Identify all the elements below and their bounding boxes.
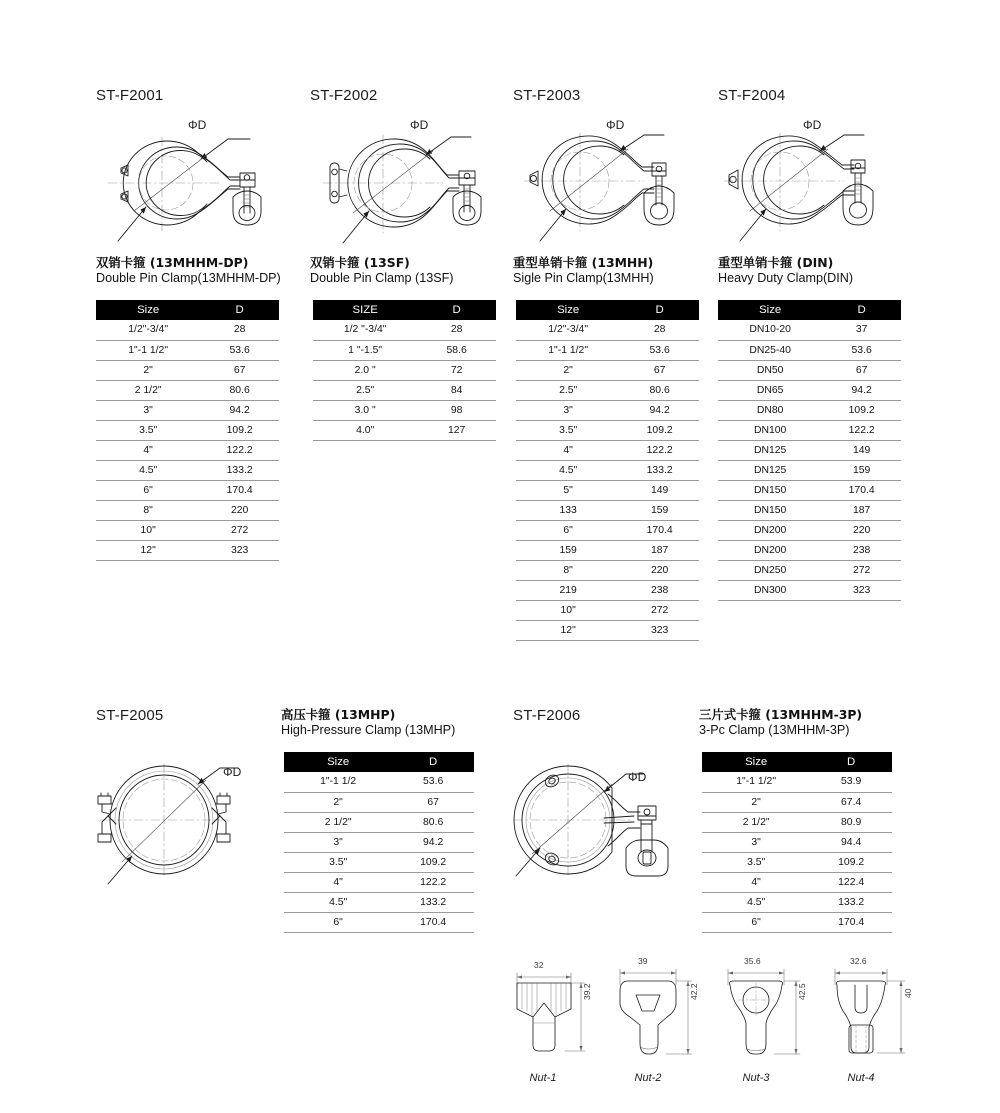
cell-size: 3.5" bbox=[96, 420, 200, 440]
cell-size: 1/2"-3/4" bbox=[516, 320, 620, 340]
table-row bbox=[702, 772, 892, 792]
cell-size: DN125 bbox=[718, 440, 822, 460]
cell-d: 323 bbox=[200, 540, 279, 560]
caption-en: 3-Pc Clamp (13MHHM-3P) bbox=[699, 722, 850, 737]
cell-size: 2.5" bbox=[516, 380, 620, 400]
table-row bbox=[702, 912, 892, 932]
cell-d: 272 bbox=[822, 560, 901, 580]
product-caption-st-f2002 bbox=[310, 255, 454, 286]
table-row bbox=[516, 420, 699, 440]
cell-size: 4.5" bbox=[702, 892, 810, 912]
cell-d: 98 bbox=[417, 400, 496, 420]
cell-size: 2" bbox=[96, 360, 200, 380]
table-row bbox=[718, 560, 901, 580]
cell-d: 80.9 bbox=[810, 812, 892, 832]
nut-figure-4 bbox=[825, 955, 920, 1084]
table-row bbox=[718, 480, 901, 500]
spec-table-st-f2001 bbox=[96, 300, 279, 561]
cell-d: 323 bbox=[620, 620, 699, 640]
cell-size: 2 1/2" bbox=[284, 812, 392, 832]
cell-d: 28 bbox=[200, 320, 279, 340]
cell-d: 109.2 bbox=[810, 852, 892, 872]
cell-d: 53.6 bbox=[392, 772, 474, 792]
table-row bbox=[718, 440, 901, 460]
table-row bbox=[516, 440, 699, 460]
table-row bbox=[516, 460, 699, 480]
cell-size: 6" bbox=[516, 520, 620, 540]
nut-height-dim-3: 42.5 bbox=[797, 983, 807, 1000]
phi-d-label-2: ΦD bbox=[410, 118, 429, 132]
table-row bbox=[96, 340, 279, 360]
cell-size: 1 "-1.5" bbox=[313, 340, 417, 360]
cell-d: 170.4 bbox=[392, 912, 474, 932]
cell-size: 1/2 "-3/4" bbox=[313, 320, 417, 340]
cell-d: 67 bbox=[200, 360, 279, 380]
table-row bbox=[516, 400, 699, 420]
nut-width-dim-1: 32 bbox=[534, 960, 544, 970]
cell-size: 6" bbox=[284, 912, 392, 932]
table-row bbox=[718, 340, 901, 360]
cell-size: 3" bbox=[702, 832, 810, 852]
cell-size: DN300 bbox=[718, 580, 822, 600]
table-row bbox=[718, 380, 901, 400]
cell-size: DN200 bbox=[718, 540, 822, 560]
caption-en: Double Pin Clamp (13SF) bbox=[310, 270, 454, 285]
cell-size: 2" bbox=[284, 792, 392, 812]
cell-d: 149 bbox=[620, 480, 699, 500]
table-row bbox=[284, 852, 474, 872]
table-row bbox=[313, 380, 496, 400]
table-row bbox=[284, 872, 474, 892]
cell-d: 187 bbox=[822, 500, 901, 520]
caption-cn: 高压卡箍 (13MHP) bbox=[281, 707, 396, 722]
cell-size: 10" bbox=[96, 520, 200, 540]
cell-size: 6" bbox=[96, 480, 200, 500]
cell-size: 1"-1 1/2" bbox=[516, 340, 620, 360]
table-row bbox=[718, 420, 901, 440]
product-code-st-f2006: ST-F2006 bbox=[513, 707, 581, 724]
table-row bbox=[718, 540, 901, 560]
nut-figure-2 bbox=[610, 955, 705, 1084]
cell-d: 80.6 bbox=[200, 380, 279, 400]
cell-d: 80.6 bbox=[392, 812, 474, 832]
spec-table-st-f2005 bbox=[284, 752, 474, 933]
caption-en: Sigle Pin Clamp(13MHH) bbox=[513, 270, 654, 285]
cell-d: 149 bbox=[822, 440, 901, 460]
nut-width-dim-2: 39 bbox=[638, 956, 648, 966]
table-row bbox=[96, 440, 279, 460]
cell-size: DN50 bbox=[718, 360, 822, 380]
table-row bbox=[516, 480, 699, 500]
cell-size: DN200 bbox=[718, 520, 822, 540]
cell-size: 6" bbox=[702, 912, 810, 932]
cell-d: 170.4 bbox=[822, 480, 901, 500]
nut-figure-3 bbox=[718, 955, 813, 1084]
cell-d: 80.6 bbox=[620, 380, 699, 400]
table-row bbox=[96, 320, 279, 340]
column-header-d: D bbox=[620, 300, 699, 320]
table-row bbox=[702, 892, 892, 912]
spec-table-st-f2004 bbox=[718, 300, 901, 601]
table-row bbox=[313, 420, 496, 440]
table-row bbox=[96, 540, 279, 560]
product-caption-st-f2005 bbox=[281, 707, 455, 738]
cell-size: 4.5" bbox=[284, 892, 392, 912]
cell-d: 170.4 bbox=[620, 520, 699, 540]
table-row bbox=[516, 580, 699, 600]
cell-d: 109.2 bbox=[620, 420, 699, 440]
column-header-d: D bbox=[392, 752, 474, 772]
cell-d: 133.2 bbox=[810, 892, 892, 912]
cell-d: 238 bbox=[822, 540, 901, 560]
cell-size: 2.0 " bbox=[313, 360, 417, 380]
cell-d: 122.2 bbox=[620, 440, 699, 460]
table-row bbox=[718, 500, 901, 520]
cell-size: 2 1/2" bbox=[96, 380, 200, 400]
column-header-d: D bbox=[810, 752, 892, 772]
cell-size: 12" bbox=[96, 540, 200, 560]
cell-size: DN150 bbox=[718, 480, 822, 500]
clamp-drawing-heavy-duty-din bbox=[718, 115, 913, 250]
cell-size: 4.5" bbox=[96, 460, 200, 480]
product-code-st-f2004: ST-F2004 bbox=[718, 87, 786, 104]
table-row bbox=[516, 380, 699, 400]
table-row bbox=[516, 520, 699, 540]
caption-en: Double Pin Clamp(13MHHM-DP) bbox=[96, 270, 281, 285]
cell-size: 8" bbox=[516, 560, 620, 580]
table-row bbox=[516, 500, 699, 520]
spec-table-body-1 bbox=[96, 320, 279, 560]
cell-d: 133.2 bbox=[620, 460, 699, 480]
caption-en: Heavy Duty Clamp(DIN) bbox=[718, 270, 854, 285]
cell-size: 4" bbox=[516, 440, 620, 460]
cell-d: 122.2 bbox=[200, 440, 279, 460]
cell-d: 122.2 bbox=[822, 420, 901, 440]
cell-d: 170.4 bbox=[200, 480, 279, 500]
table-row bbox=[313, 340, 496, 360]
nut-width-dim-3: 35.6 bbox=[744, 956, 761, 966]
cell-d: 238 bbox=[620, 580, 699, 600]
table-row bbox=[284, 812, 474, 832]
table-row bbox=[284, 792, 474, 812]
nut-width-dim-4: 32.6 bbox=[850, 956, 867, 966]
cell-size: 2" bbox=[702, 792, 810, 812]
cell-size: 4.0" bbox=[313, 420, 417, 440]
nut-label-3: Nut-3 bbox=[742, 1072, 770, 1084]
clamp-drawing-double-pin-sf bbox=[313, 115, 508, 250]
cell-size: DN250 bbox=[718, 560, 822, 580]
cell-size: 133 bbox=[516, 500, 620, 520]
table-row bbox=[718, 520, 901, 540]
spec-table-st-f2006 bbox=[702, 752, 892, 933]
caption-cn: 三片式卡箍 (13MHHM-3P) bbox=[699, 707, 863, 722]
cell-d: 94.2 bbox=[822, 380, 901, 400]
table-row bbox=[702, 792, 892, 812]
cell-d: 127 bbox=[417, 420, 496, 440]
table-row bbox=[96, 520, 279, 540]
cell-size: 4" bbox=[96, 440, 200, 460]
caption-cn: 双销卡箍 (13SF) bbox=[310, 255, 410, 270]
cell-size: 3" bbox=[284, 832, 392, 852]
phi-d-label-5: ΦD bbox=[223, 765, 242, 779]
table-row bbox=[702, 812, 892, 832]
table-row bbox=[96, 400, 279, 420]
cell-size: 159 bbox=[516, 540, 620, 560]
spec-table-body-2 bbox=[313, 320, 496, 440]
cell-d: 37 bbox=[822, 320, 901, 340]
cell-d: 323 bbox=[822, 580, 901, 600]
table-row bbox=[96, 480, 279, 500]
cell-d: 187 bbox=[620, 540, 699, 560]
column-header-size: Size bbox=[96, 300, 200, 320]
cell-d: 53.6 bbox=[620, 340, 699, 360]
cell-size: 12" bbox=[516, 620, 620, 640]
table-row bbox=[284, 912, 474, 932]
cell-d: 28 bbox=[417, 320, 496, 340]
table-row bbox=[284, 892, 474, 912]
cell-size: 3.5" bbox=[516, 420, 620, 440]
cell-size: 3.5" bbox=[702, 852, 810, 872]
clamp-drawing-three-piece bbox=[508, 748, 693, 893]
cell-d: 133.2 bbox=[200, 460, 279, 480]
phi-d-label-6: ΦD bbox=[628, 770, 647, 784]
table-row bbox=[718, 400, 901, 420]
product-code-st-f2003: ST-F2003 bbox=[513, 87, 581, 104]
nut-label-1: Nut-1 bbox=[529, 1072, 557, 1084]
cell-size: 1"-1 1/2 bbox=[284, 772, 392, 792]
spec-table-body-3 bbox=[516, 320, 699, 640]
cell-d: 109.2 bbox=[822, 400, 901, 420]
phi-d-label-3: ΦD bbox=[606, 118, 625, 132]
spec-table-body-5 bbox=[284, 772, 474, 932]
table-row bbox=[516, 620, 699, 640]
cell-size: 2.5" bbox=[313, 380, 417, 400]
cell-d: 122.2 bbox=[392, 872, 474, 892]
table-row bbox=[516, 600, 699, 620]
spec-table-st-f2003 bbox=[516, 300, 699, 641]
table-row bbox=[702, 852, 892, 872]
cell-size: 3" bbox=[96, 400, 200, 420]
cell-d: 272 bbox=[620, 600, 699, 620]
cell-d: 94.2 bbox=[620, 400, 699, 420]
caption-cn: 重型单销卡箍 (13MHH) bbox=[513, 255, 654, 270]
product-code-st-f2005: ST-F2005 bbox=[96, 707, 164, 724]
cell-size: DN125 bbox=[718, 460, 822, 480]
product-code-st-f2001: ST-F2001 bbox=[96, 87, 164, 104]
table-row bbox=[313, 320, 496, 340]
clamp-drawing-single-pin bbox=[516, 115, 711, 250]
cell-d: 133.2 bbox=[392, 892, 474, 912]
table-row bbox=[96, 460, 279, 480]
cell-size: 2" bbox=[516, 360, 620, 380]
cell-d: 94.4 bbox=[810, 832, 892, 852]
cell-d: 159 bbox=[822, 460, 901, 480]
nut-height-dim-1: 39.2 bbox=[582, 983, 592, 1000]
cell-size: DN150 bbox=[718, 500, 822, 520]
cell-size: 3.0 " bbox=[313, 400, 417, 420]
nut-label-4: Nut-4 bbox=[847, 1072, 875, 1084]
nut-height-dim-4: 40 bbox=[903, 988, 913, 998]
cell-size: DN100 bbox=[718, 420, 822, 440]
cell-d: 220 bbox=[822, 520, 901, 540]
cell-d: 67 bbox=[392, 792, 474, 812]
cell-size: 8" bbox=[96, 500, 200, 520]
cell-d: 109.2 bbox=[392, 852, 474, 872]
nut-figure-1 bbox=[503, 955, 598, 1084]
product-caption-st-f2004 bbox=[718, 255, 853, 286]
nut-label-2: Nut-2 bbox=[634, 1072, 662, 1084]
cell-size: 2 1/2" bbox=[702, 812, 810, 832]
product-caption-st-f2001 bbox=[96, 255, 281, 286]
table-row bbox=[96, 500, 279, 520]
clamp-drawing-double-pin-dp bbox=[100, 115, 295, 250]
nut-height-dim-2: 42.2 bbox=[689, 983, 699, 1000]
cell-d: 53.6 bbox=[822, 340, 901, 360]
table-row bbox=[284, 772, 474, 792]
cell-size: 1"-1 1/2" bbox=[96, 340, 200, 360]
cell-d: 53.9 bbox=[810, 772, 892, 792]
cell-d: 67 bbox=[620, 360, 699, 380]
spec-table-body-4 bbox=[718, 320, 901, 600]
phi-d-label-1: ΦD bbox=[188, 118, 207, 132]
cell-d: 58.6 bbox=[417, 340, 496, 360]
cell-size: 5" bbox=[516, 480, 620, 500]
cell-d: 28 bbox=[620, 320, 699, 340]
cell-size: 10" bbox=[516, 600, 620, 620]
cell-size: 1"-1 1/2" bbox=[702, 772, 810, 792]
column-header-d: D bbox=[200, 300, 279, 320]
cell-size: DN10-20 bbox=[718, 320, 822, 340]
cell-d: 122.4 bbox=[810, 872, 892, 892]
product-caption-st-f2003 bbox=[513, 255, 654, 286]
column-header-size: Size bbox=[702, 752, 810, 772]
table-row bbox=[718, 580, 901, 600]
spec-table-st-f2002 bbox=[313, 300, 496, 441]
table-row bbox=[702, 872, 892, 892]
cell-d: 272 bbox=[200, 520, 279, 540]
cell-d: 220 bbox=[200, 500, 279, 520]
cell-size: DN80 bbox=[718, 400, 822, 420]
cell-size: 4" bbox=[702, 872, 810, 892]
cell-size: 3.5" bbox=[284, 852, 392, 872]
cell-d: 67 bbox=[822, 360, 901, 380]
column-header-size: Size bbox=[718, 300, 822, 320]
cell-d: 94.2 bbox=[392, 832, 474, 852]
cell-size: 4.5" bbox=[516, 460, 620, 480]
table-row bbox=[284, 832, 474, 852]
table-row bbox=[516, 320, 699, 340]
table-row bbox=[313, 360, 496, 380]
cell-size: 1/2"-3/4" bbox=[96, 320, 200, 340]
column-header-size: SIZE bbox=[313, 300, 417, 320]
product-code-st-f2002: ST-F2002 bbox=[310, 87, 378, 104]
table-row bbox=[516, 340, 699, 360]
table-row bbox=[516, 360, 699, 380]
spec-table-body-6 bbox=[702, 772, 892, 932]
column-header-d: D bbox=[417, 300, 496, 320]
cell-size: 219 bbox=[516, 580, 620, 600]
cell-size: DN65 bbox=[718, 380, 822, 400]
column-header-size: Size bbox=[284, 752, 392, 772]
cell-d: 84 bbox=[417, 380, 496, 400]
cell-d: 53.6 bbox=[200, 340, 279, 360]
cell-d: 109.2 bbox=[200, 420, 279, 440]
table-row bbox=[718, 360, 901, 380]
cell-size: DN25-40 bbox=[718, 340, 822, 360]
column-header-size: Size bbox=[516, 300, 620, 320]
table-row bbox=[718, 320, 901, 340]
cell-d: 170.4 bbox=[810, 912, 892, 932]
column-header-d: D bbox=[822, 300, 901, 320]
product-caption-st-f2006 bbox=[699, 707, 862, 738]
cell-d: 94.2 bbox=[200, 400, 279, 420]
caption-en: High-Pressure Clamp (13MHP) bbox=[281, 722, 456, 737]
cell-d: 67.4 bbox=[810, 792, 892, 812]
table-row bbox=[516, 540, 699, 560]
cell-d: 220 bbox=[620, 560, 699, 580]
table-row bbox=[96, 360, 279, 380]
cell-size: 4" bbox=[284, 872, 392, 892]
cell-d: 159 bbox=[620, 500, 699, 520]
phi-d-label-4: ΦD bbox=[803, 118, 822, 132]
table-row bbox=[96, 420, 279, 440]
cell-d: 72 bbox=[417, 360, 496, 380]
cell-size: 3" bbox=[516, 400, 620, 420]
table-row bbox=[718, 460, 901, 480]
clamp-drawing-high-pressure bbox=[88, 748, 273, 893]
caption-cn: 双销卡箍 (13MHHM-DP) bbox=[96, 255, 249, 270]
table-row bbox=[313, 400, 496, 420]
table-row bbox=[702, 832, 892, 852]
table-row bbox=[96, 380, 279, 400]
table-row bbox=[516, 560, 699, 580]
caption-cn: 重型单销卡箍 (DIN) bbox=[718, 255, 834, 270]
